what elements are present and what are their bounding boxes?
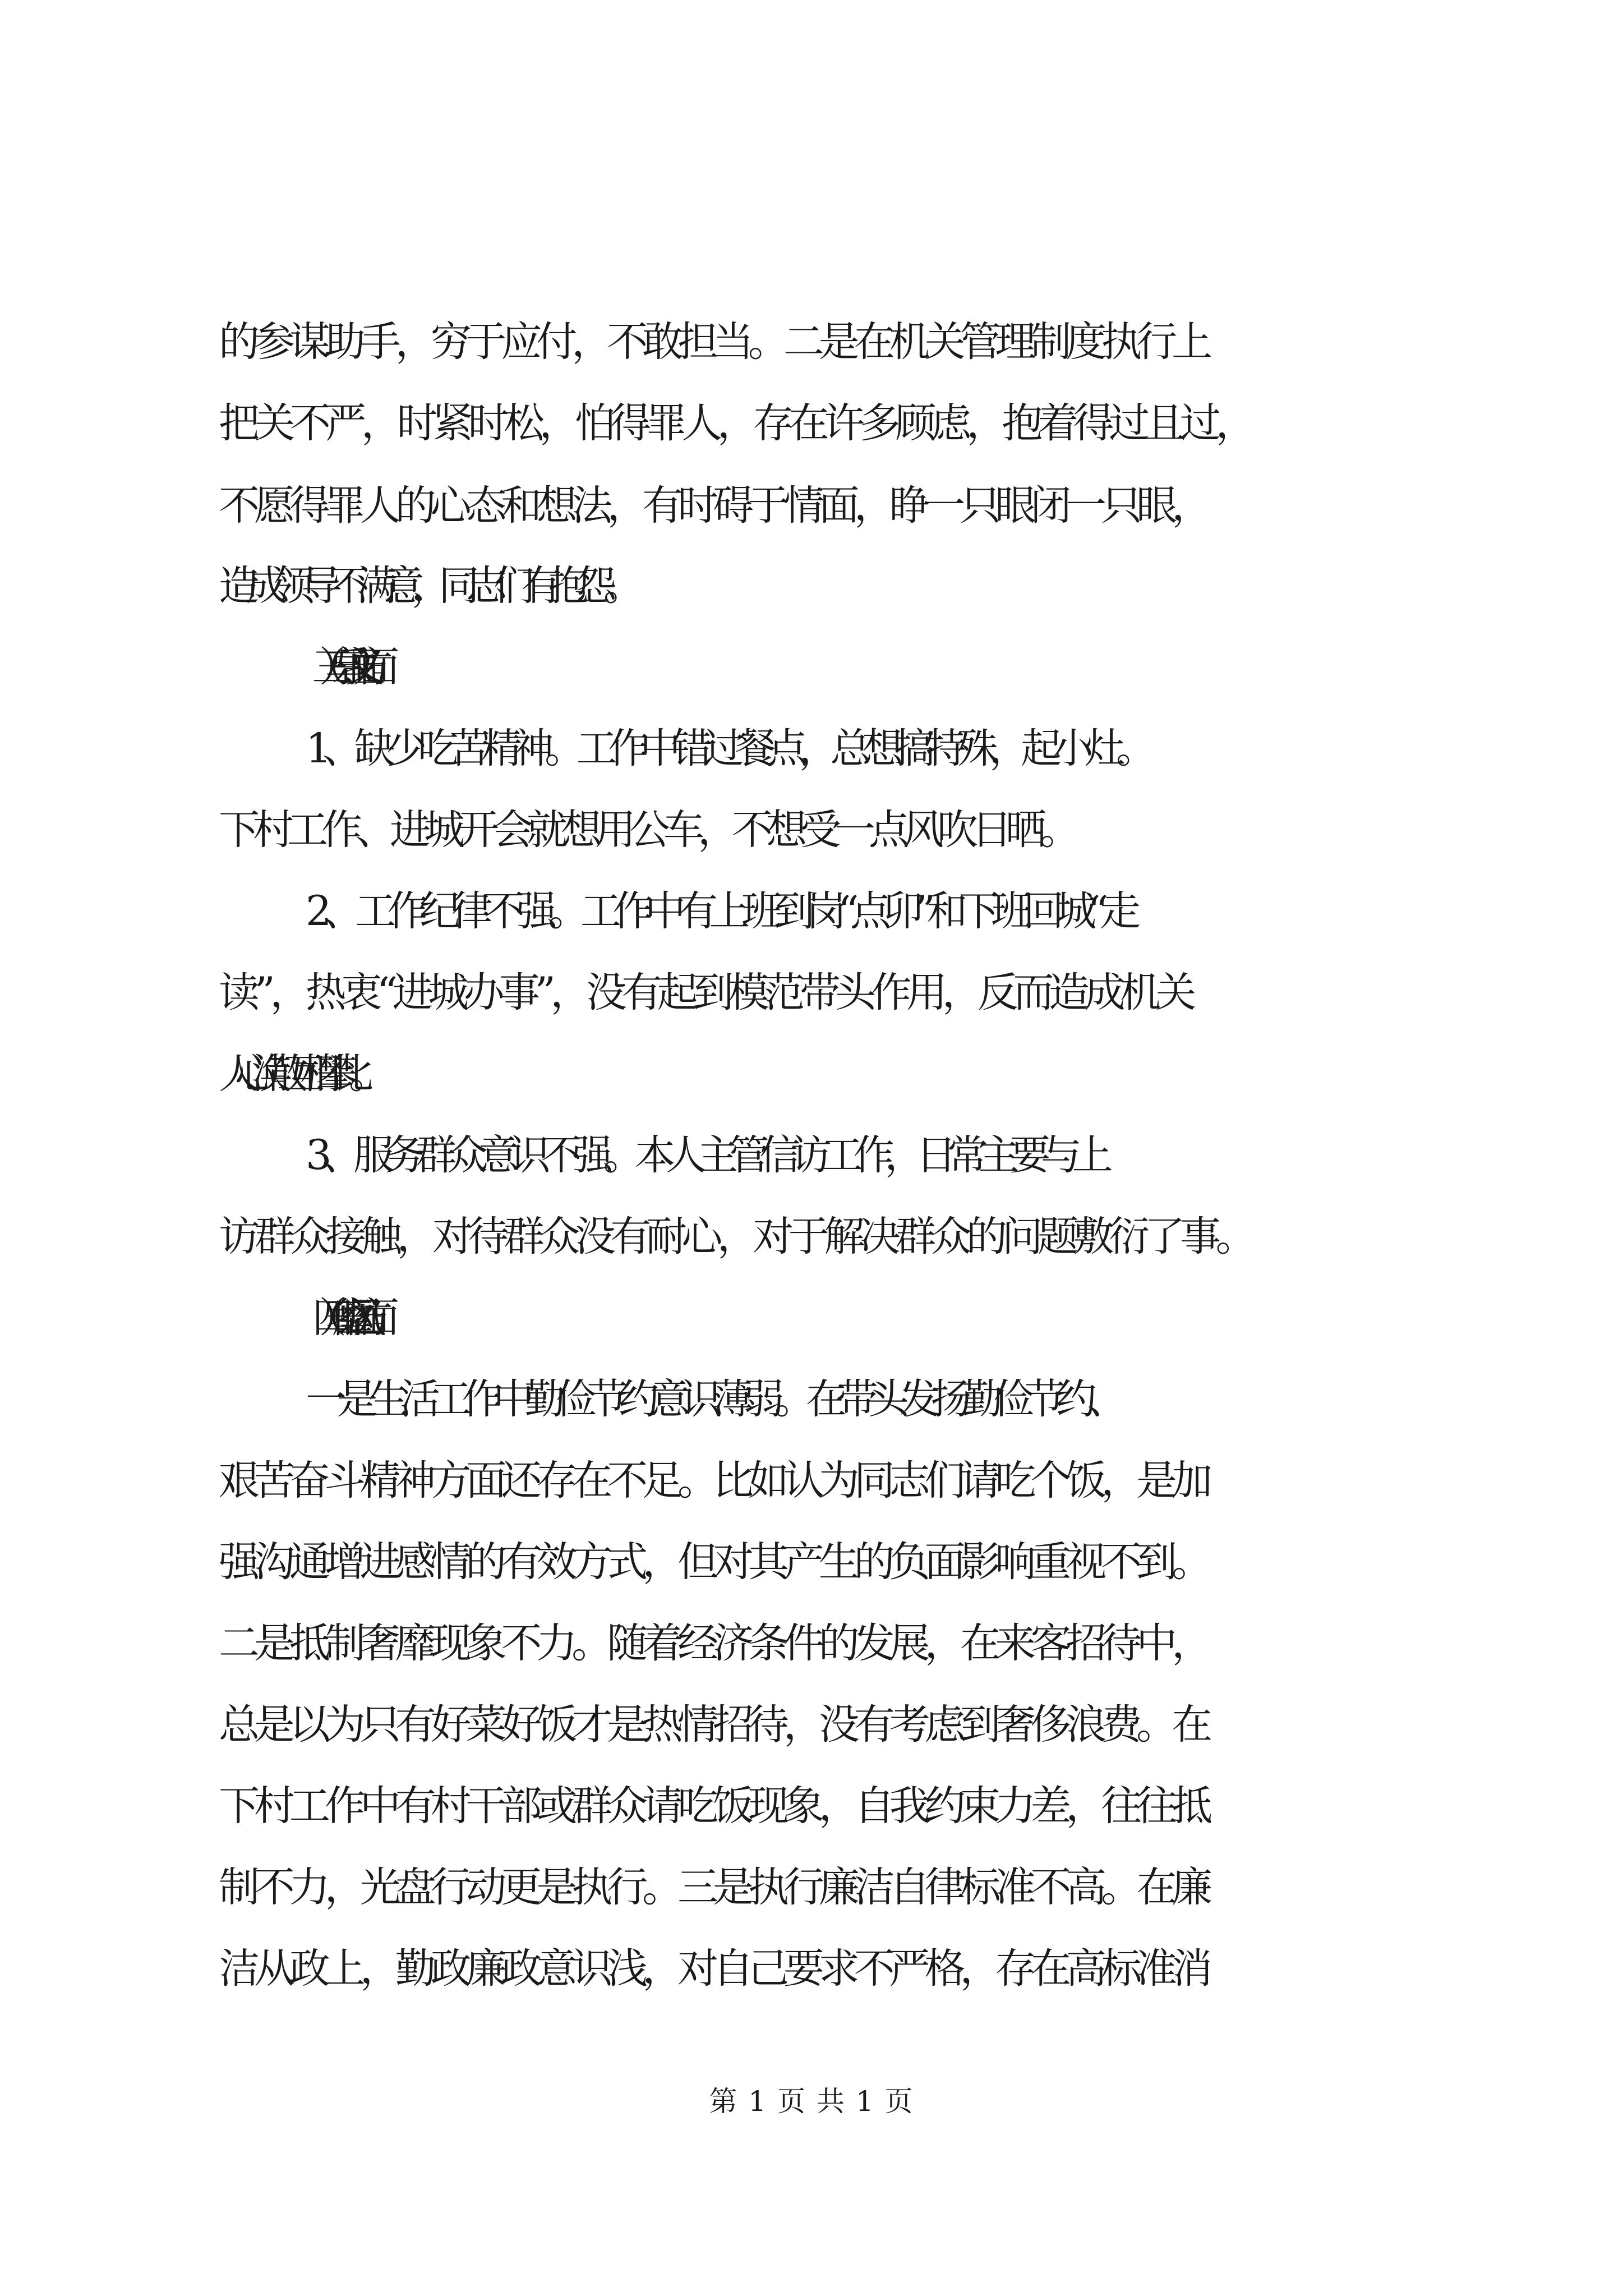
page-footer: 第 1 页 共 1 页 xyxy=(709,2085,914,2118)
text-line: 下村工作中有村干部或群众请吃饭现象，自我约束力差，往往抵 xyxy=(219,1782,1207,1830)
text-line: 访群众接触，对待群众没有耐心，对于解决群众的问题敷衍了事。 xyxy=(219,1213,1251,1260)
text-line: 艰苦奋斗精神方面还存在不足。比如认为同志们请吃个饭，是加 xyxy=(219,1457,1207,1504)
text-line: 把关不严，时紧时松，怕得罪人，存在许多顾虑，抱着得过且过， xyxy=(219,399,1251,447)
text-line: 1、缺少吃苦精神。工作中错过餐点，总想搞特殊，起小灶。 xyxy=(306,725,1148,772)
text-line: 2、工作纪律不强。工作中有上班到岗“点卯”和下班回城“走 xyxy=(306,887,1132,935)
text-line: 造成领导不满意，同志们有抱怨。 xyxy=(219,562,631,610)
text-line: 一是生活工作中勤俭节约意识薄弱。在带头发扬勤俭节约、 xyxy=(306,1375,1118,1423)
text-line: 下村工作、进城开会就想用公车，不想受一点风吹日晒。 xyxy=(219,806,1074,854)
text-line: 读”，热衷“进城办事”，没有起到模范带头作用，反而造成机关 xyxy=(219,969,1191,1016)
text-line: 二是抵制奢靡现象不力。随着经济条件的发展，在来客招待中， xyxy=(219,1619,1207,1667)
text-line: 不愿得罪人的心态和想法，有时碍于情面，睁一只眼闭一只眼， xyxy=(219,482,1207,530)
text-line: 总是以为只有好菜好饭才是热情招待，没有考虑到奢侈浪费。在 xyxy=(219,1701,1207,1749)
text-line: 人心涣散互相攀比。 xyxy=(219,1050,365,1098)
text-line: 制不力，光盘行动更是执行。三是执行廉洁自律标准不高。在廉 xyxy=(219,1864,1207,1911)
text-line: 3、服务群众意识不强。本人主管信访工作，日常主要与上 xyxy=(306,1131,1104,1179)
text-line: 洁从政上，勤政廉政意识浅，对自己要求不严格，存在高标准消 xyxy=(219,1945,1207,1993)
section-heading: （四）奢靡之风方面 xyxy=(306,1294,365,1342)
text-line: 的参谋助手，穷于应付，不敢担当。二是在机关管理制度执行上 xyxy=(219,318,1207,366)
text-line: 强沟通增进感情的有效方式，但对其产生的负面影响重视不到。 xyxy=(219,1538,1207,1586)
section-heading: （三）享乐主义方面 xyxy=(306,643,365,691)
